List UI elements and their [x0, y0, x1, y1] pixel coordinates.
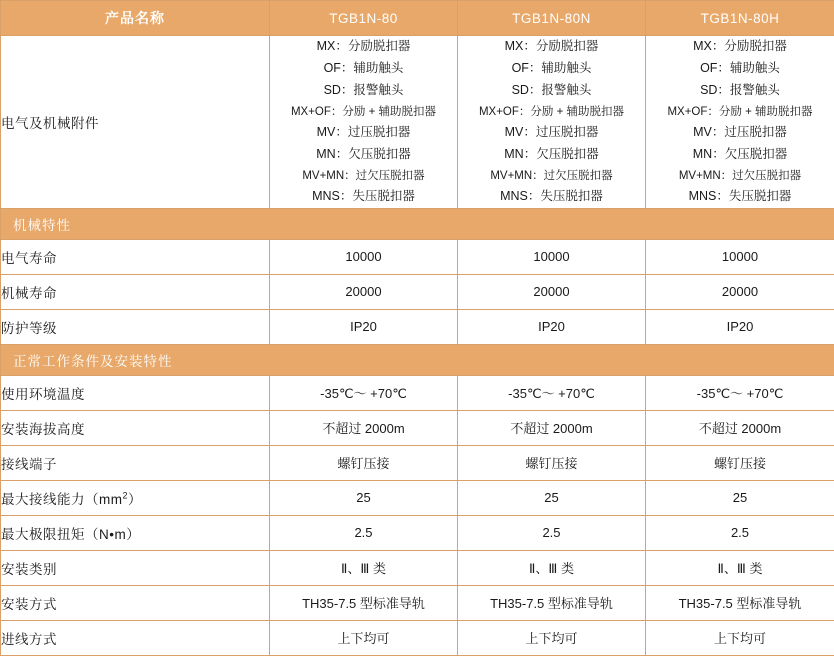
row-value: -35℃～ +70℃: [458, 375, 646, 410]
header-model-3: TGB1N-80H: [646, 1, 834, 36]
table-row: [1, 375, 834, 410]
table-row: [1, 620, 834, 655]
row-value: IP20: [458, 309, 646, 344]
accessory-line: SD：报警触头: [323, 82, 404, 97]
accessory-line: MX+OF：分励 + 辅助脱扣器: [667, 105, 813, 118]
accessory-line: MX：分励脱扣器: [693, 39, 787, 53]
row-value: 10000: [458, 239, 646, 274]
table-row: [1, 274, 834, 309]
row-value: -35℃～ +70℃: [270, 375, 458, 410]
accessory-line: MV+MN：过欠压脱扣器: [302, 169, 425, 182]
accessory-line: OF：辅助触头: [511, 60, 592, 75]
accessory-line: MN：欠压脱扣器: [316, 146, 411, 161]
row-value: 螺钉压接: [458, 445, 646, 480]
accessory-line: MV+MN：过欠压脱扣器: [490, 169, 613, 182]
row-label: 进线方式: [1, 620, 270, 655]
row-value: TH35-7.5 型标准导轨: [458, 585, 646, 620]
table-row: [1, 445, 834, 480]
row-label: 使用环境温度: [1, 375, 270, 410]
table-row: [1, 515, 834, 550]
row-label: 接线端子: [1, 445, 270, 480]
accessory-line: MV+MN：过欠压脱扣器: [678, 169, 802, 182]
row-value: 20000: [646, 274, 834, 309]
header-model-2: TGB1N-80N: [458, 1, 646, 36]
accessory-line: MNS：失压脱扣器: [688, 188, 792, 203]
row-label: 最大极限扭矩（N•m）: [1, 515, 270, 550]
row-value: 25: [270, 480, 458, 515]
row-label: 电气寿命: [1, 239, 270, 274]
table-row: [1, 585, 834, 620]
row-value: Ⅱ、Ⅲ 类: [270, 550, 458, 585]
accessory-line: MV：过压脱扣器: [504, 124, 599, 139]
section-title: 正常工作条件及安装特性: [1, 344, 834, 375]
row-value: 2.5: [646, 515, 834, 550]
accessories-cell-3: [646, 36, 834, 209]
header-model-1: TGB1N-80: [270, 1, 458, 36]
section-header-operating: [1, 344, 834, 375]
row-value: 10000: [646, 239, 834, 274]
row-value: 不超过 2000m: [270, 410, 458, 445]
accessory-line: MV：过压脱扣器: [316, 124, 411, 139]
accessory-line: MX+OF：分励 + 辅助脱扣器: [478, 105, 625, 118]
row-value: -35℃～ +70℃: [646, 375, 834, 410]
table-row: [1, 480, 834, 515]
row-value: 上下均可: [270, 620, 458, 655]
section-header-mechanical: [1, 208, 834, 239]
row-value: 不超过 2000m: [458, 410, 646, 445]
accessory-line: SD：报警触头: [700, 82, 780, 97]
row-value: TH35-7.5 型标准导轨: [646, 585, 834, 620]
row-value: 25: [646, 480, 834, 515]
row-value: IP20: [646, 309, 834, 344]
accessory-line: SD：报警触头: [511, 82, 592, 97]
row-value: 20000: [458, 274, 646, 309]
row-value: 20000: [270, 274, 458, 309]
accessory-line: MNS：失压脱扣器: [312, 188, 415, 203]
accessory-line: MX：分励脱扣器: [316, 39, 411, 53]
accessory-line: MX：分励脱扣器: [504, 39, 599, 53]
row-label: 机械寿命: [1, 274, 270, 309]
row-value: 2.5: [458, 515, 646, 550]
row-label: 防护等级: [1, 309, 270, 344]
accessory-line: OF：辅助触头: [323, 60, 404, 75]
table-header-row: [1, 1, 834, 36]
accessory-line: OF：辅助触头: [700, 60, 780, 75]
section-title: 机械特性: [1, 208, 834, 239]
row-value: 10000: [270, 239, 458, 274]
accessories-cell-1: [270, 36, 458, 209]
row-value: IP20: [270, 309, 458, 344]
accessory-line: MNS：失压脱扣器: [500, 188, 603, 203]
row-value: 上下均可: [646, 620, 834, 655]
header-product-name: 产品名称: [1, 1, 270, 36]
accessory-line: MX+OF：分励 + 辅助脱扣器: [290, 105, 437, 118]
table-row: [1, 550, 834, 585]
row-value: 不超过 2000m: [646, 410, 834, 445]
row-label: 最大接线能力$(mm^2)$: [1, 480, 270, 515]
accessory-line: MN：欠压脱扣器: [504, 146, 599, 161]
accessory-line: MV：过压脱扣器: [693, 124, 787, 139]
row-value: Ⅱ、Ⅲ 类: [646, 550, 834, 585]
accessories-row: [1, 36, 834, 209]
table-row: [1, 239, 834, 274]
row-value: 25: [458, 480, 646, 515]
row-value: 上下均可: [458, 620, 646, 655]
row-label: 安装海拔高度: [1, 410, 270, 445]
row-value: 2.5: [270, 515, 458, 550]
accessories-cell-2: [458, 36, 646, 209]
accessory-line: MN：欠压脱扣器: [692, 146, 788, 161]
row-value: Ⅱ、Ⅲ 类: [458, 550, 646, 585]
row-label: 安装方式: [1, 585, 270, 620]
table-row: [1, 309, 834, 344]
row-label: 安装类别: [1, 550, 270, 585]
row-value: 螺钉压接: [270, 445, 458, 480]
row-value: 螺钉压接: [646, 445, 834, 480]
accessories-label: 电气及机械附件: [1, 36, 270, 209]
row-value: TH35-7.5 型标准导轨: [270, 585, 458, 620]
table-row: [1, 410, 834, 445]
